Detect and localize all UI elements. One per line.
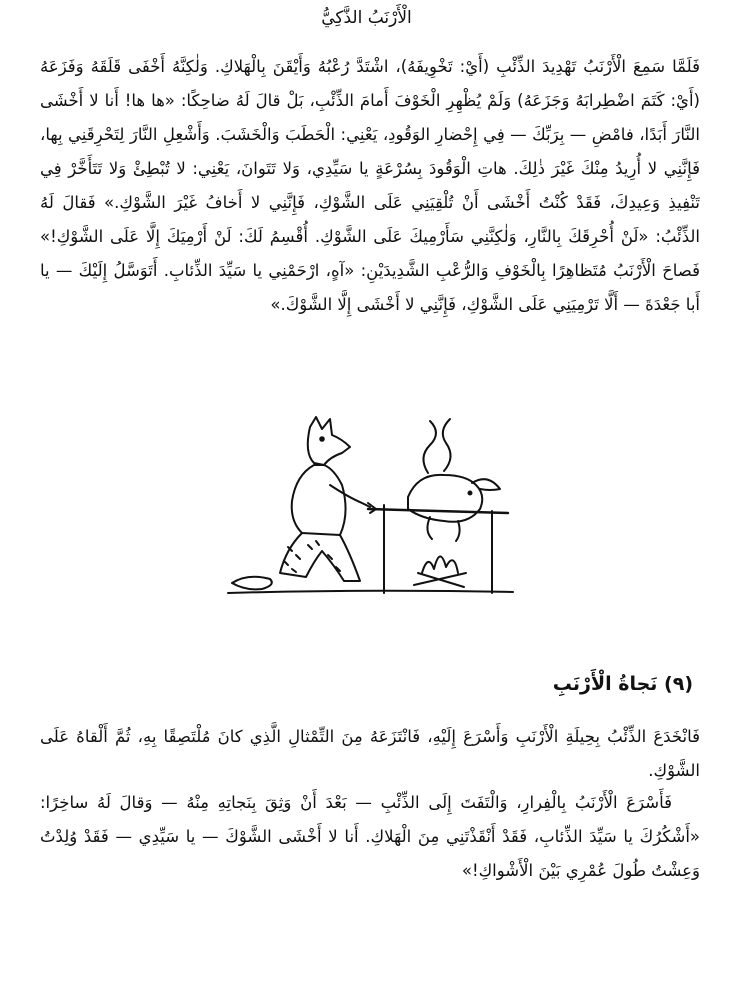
fire-flames xyxy=(422,556,458,573)
wolf-eye xyxy=(320,437,324,441)
rabbit-body xyxy=(408,475,482,522)
running-title: الْأَرْنَبُ الذَّكِيُّ xyxy=(321,8,412,28)
paragraph-story: فَانْخَدَعَ الذِّئْبُ بِحِيلَةِ الْأَرْنَبِ وَأَسْرَعَ إِلَيْهِ، فَانْتَزَعَهُ مِنَ التِّمْثالِ الَّذِي كانَ مُلْتَصِقًا بِهِ، ثُمَّ أَلْقاهُ عَلَى الشَّوْكِ. xyxy=(40,727,700,780)
spit-rod xyxy=(368,509,508,513)
wolf-tail xyxy=(232,577,272,590)
wolf-head xyxy=(308,417,350,465)
wolf-body xyxy=(292,465,346,535)
smoke xyxy=(423,419,450,473)
section-heading: (٩) نَجاةُ الْأَرْنَبِ xyxy=(552,673,693,695)
paragraph-story: فَلَمَّا سَمِعَ الْأَرْنَبُ تَهْدِيدَ الذِّئْبِ (أَيْ: تَخْوِيفَهُ)، اشْتَدَّ رُعْبُهُ وَأَيْقَنَ بِالْهَلاكِ. وَلٰكِنَّهُ أَخْفَى قَلَقَهُ وَفَزَعَهُ (أَيْ: كَتَمَ اضْطِرابَهُ وَجَزَعَهُ) وَلَمْ يُظْهِرِ الْخَوْفَ أَمامَ الذِّئْبِ، بَلْ قالَ لَهُ ضاحِكًا: «ها ها! أَنا لا أَخْشَى النَّارَ أَبَدًا، فامْضِ — بِرَبِّكَ — فِي إِحْضارِ الوَقُودِ، يَعْنِي: الْحَطَبَ وَالْخَشَبَ. وَأَشْعِلِ النَّارَ لِتَحْرِقَنِي بِها، فَإِنَّنِي لا أُرِيدُ مِنْكَ غَيْرَ ذٰلِكَ. هاتِ الْوَقُودَ بِسُرْعَةٍ يا سَيِّدِي، وَلا تَتَوانَ، يَعْنِي: لا تُبْطِئْ وَلا تَتَأَخَّرْ فِي تَنْفِيذِ وَعِيدِكَ، فَقَدْ كُنْتُ أَخْشَى أَنْ تُلْقِيَنِي عَلَى الشَّوْكِ، فَإِنَّنِي لا أَخافُ غَيْرَ الشَّوْكِ.» فَقالَ لَهُ الذِّئْبُ: «لَنْ أُحْرِقَكَ بِالنَّارِ، وَلٰكِنَّنِي سَأَرْمِيكَ عَلَى الشَّوْكِ. أُقْسِمُ لَكَ: لَنْ أَرْمِيَكَ إِلَّا عَلَى الشَّوْكِ!» فَصاحَ الْأَرْنَبُ مُتَظاهِرًا بِالْخَوْفِ وَالرُّعْبِ الشَّدِيدَيْنِ: «آهٍ، ارْحَمْنِي يا سَيِّدَ الذِّئابِ. أَتَوَسَّلُ إِلَيْكَ — يا أَبا جَعْدَةَ — أَلَّا تَرْمِيَنِي عَلَى الشَّوْكِ، فَإِنَّنِي لا أَخْشَى إِلَّا الشَّوْكَ.» xyxy=(40,57,700,314)
ground-line xyxy=(228,591,513,593)
wolf-roasting-rabbit-illustration xyxy=(218,413,518,598)
paragraph-story: فَأَسْرَعَ الْأَرْنَبُ بِالْفِرارِ، وَالْتَفَتَ إِلَى الذِّئْبِ — بَعْدَ أَنْ وَثِقَ بِنَجاتِهِ مِنْهُ — وَقالَ لَهُ ساخِرًا: «أَشْكُرُكَ يا سَيِّدَ الذِّئابِ، فَقَدْ أَنْقَذْتَنِي مِنَ الْهَلاكِ. أَنا لا أَخْشَى الشَّوْكَ — يا سَيِّدِي — فَقَدْ وُلِدْتُ وَعِشْتُ طُولَ عُمْرِي بَيْنَ الْأَشْواكِ!» xyxy=(40,793,700,880)
wolf-legs xyxy=(280,533,360,581)
wolf-arm xyxy=(330,485,370,507)
firewood xyxy=(414,573,466,587)
